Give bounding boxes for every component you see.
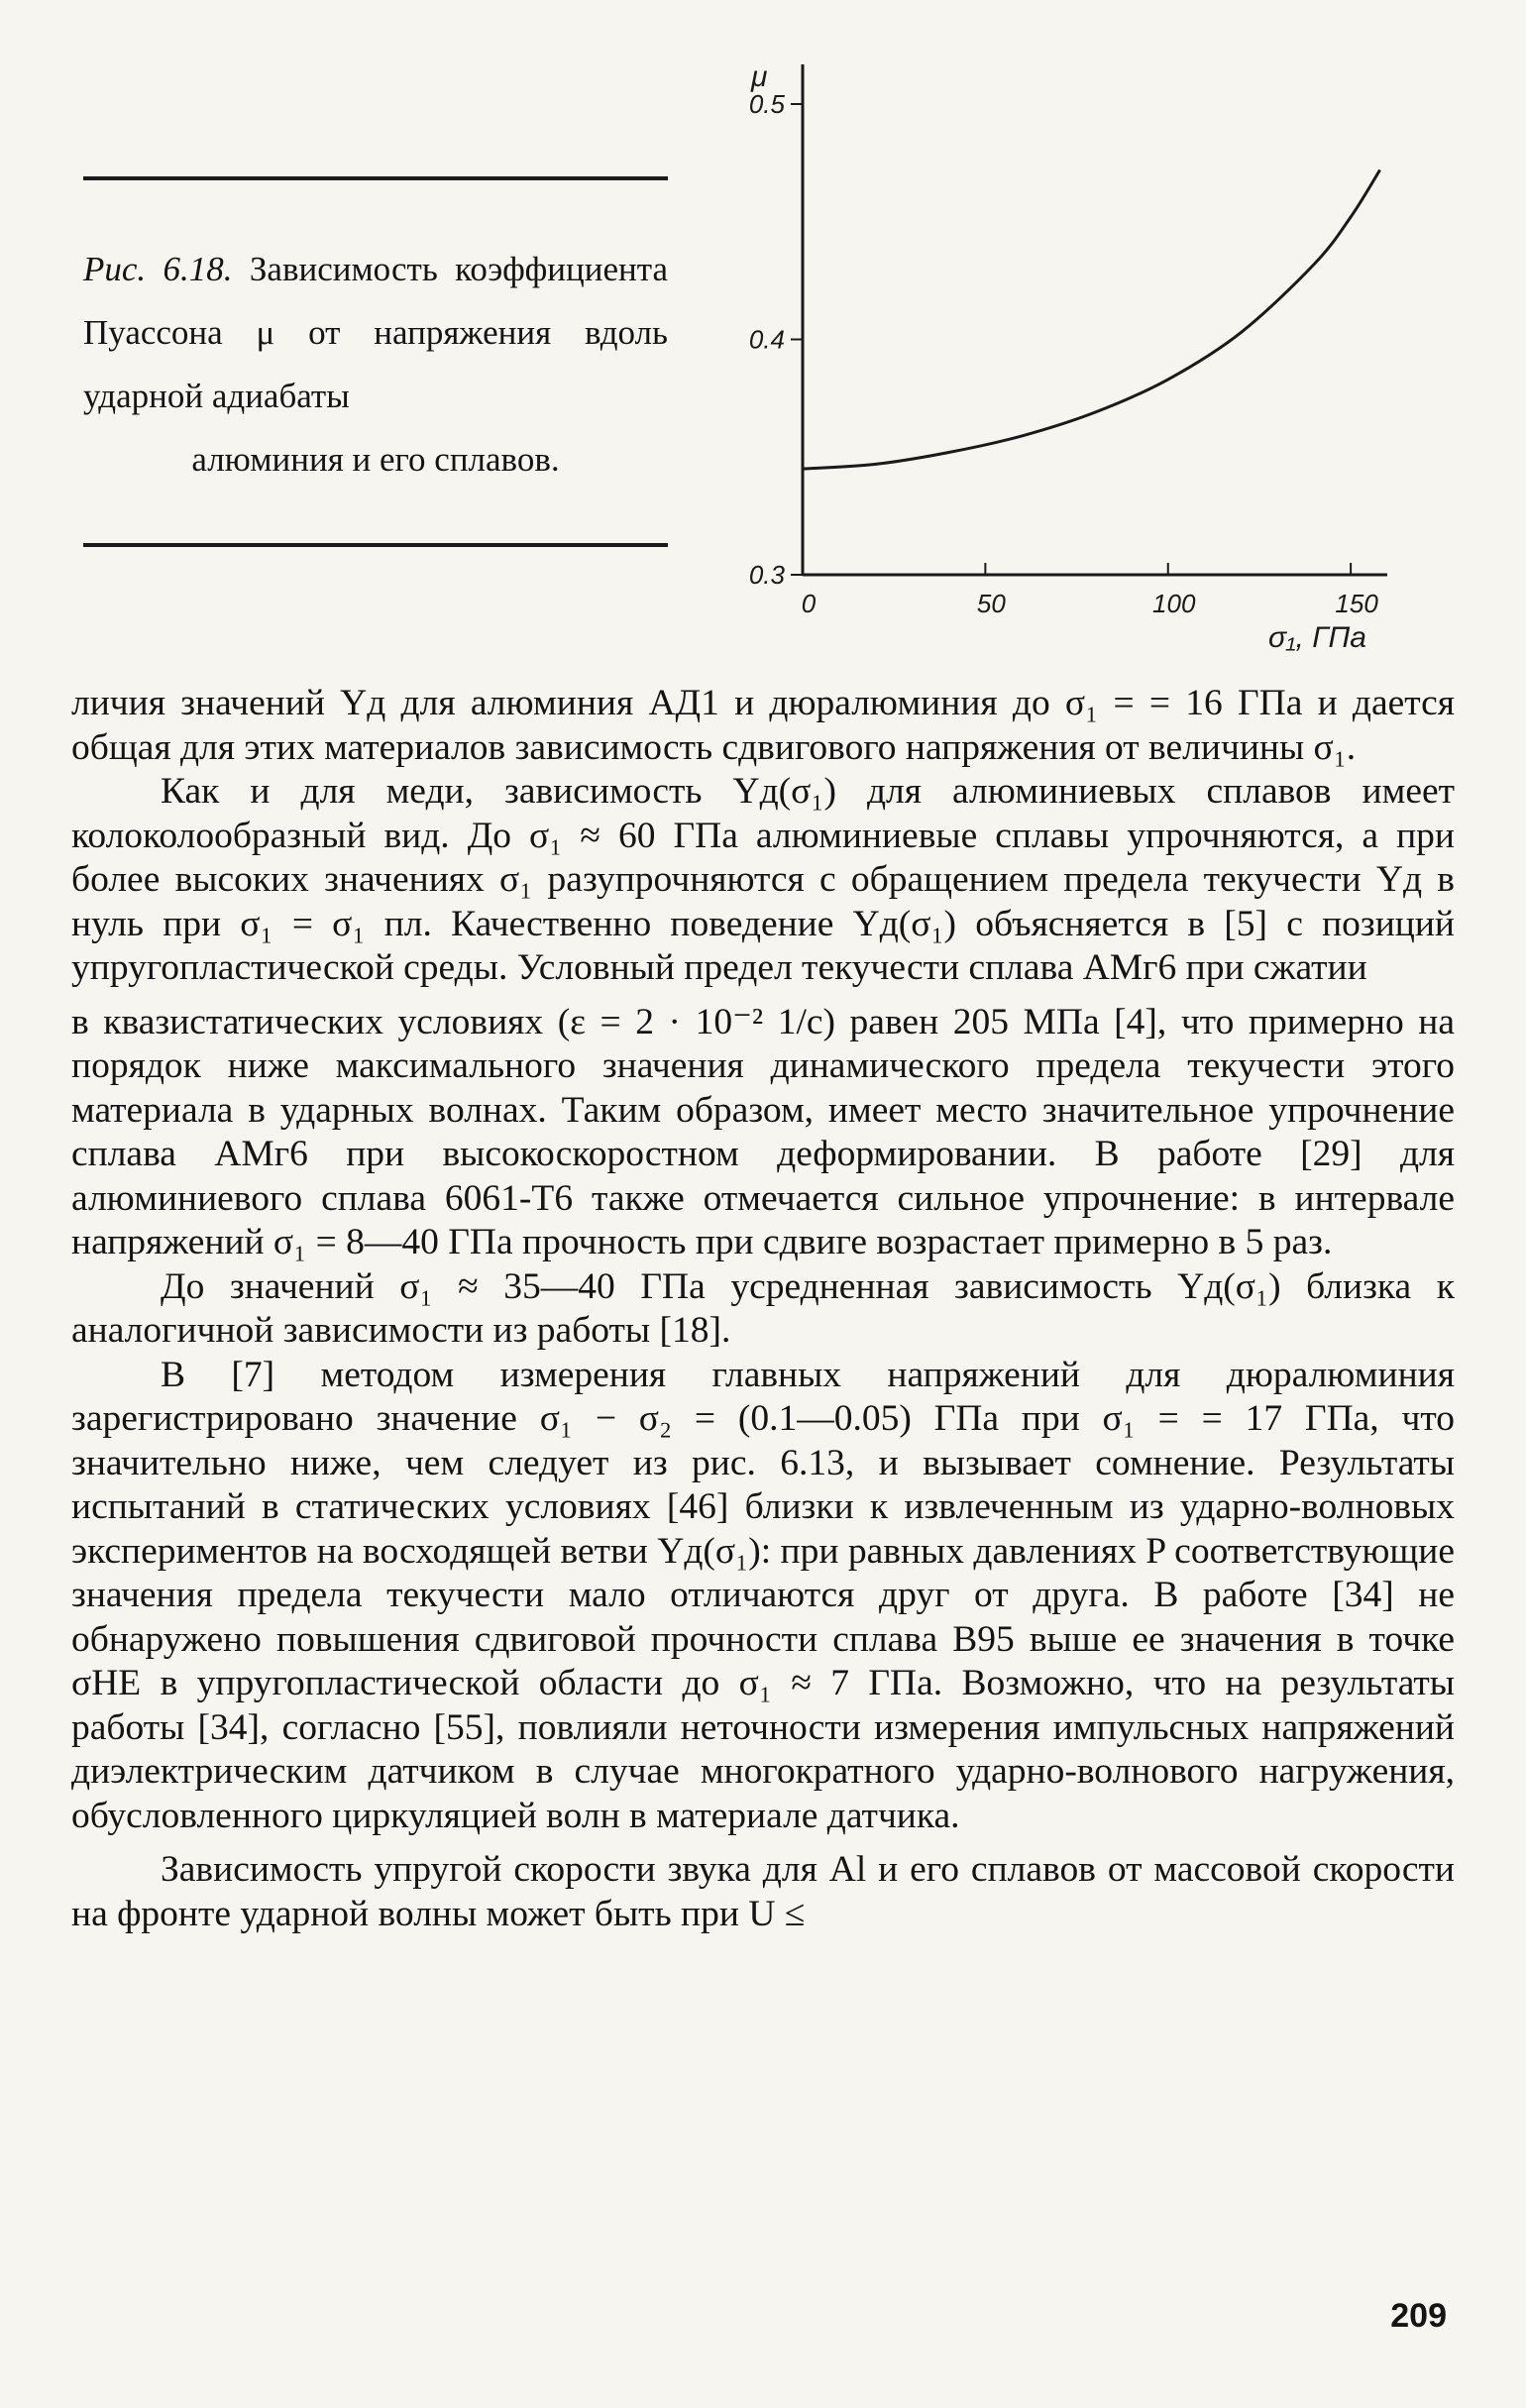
- chart-ticks: [749, 89, 1379, 618]
- caption-text: Зависимость коэффициента Пуассона μ от напряжения вдоль ударной адиабаты: [83, 250, 668, 415]
- caption-rule-bottom: [83, 543, 668, 547]
- y-tick-label: 0.3: [748, 560, 785, 590]
- paragraph-2: Как и для меди, зависимость Yд(σ₁) для алюминиевых сплавов имеет колоколообразный вид. До σ₁ ≈ 60 ГПа алюминиевые сплавы упрочняются, а при более высоких значениях σ₁ разупрочняются с обращением предела текучести Yд в нуль при σ₁ = σ₁ пл. Качественно поведение Yд(σ₁) объясняется в [5] с позиций упругопластической среды. Условный предел текучести сплава АМг6 при сжатии: [71, 771, 1455, 988]
- x-axis-label: σ₁, ГПа: [1268, 621, 1366, 654]
- paragraph-5: В [7] методом измерения главных напряжений для дюралюминия зарегистрировано значение σ₁ − σ₂ = (0.1—0.05) ГПа при σ₁ = = 17 ГПа, что значительно ниже, чем следует из рис. 6.13, и вызывает сомнение. Результаты испытаний в статических условиях [46] близки к извлеченным из ударно-волновых экспериментов на восходящей ветви Yд(σ₁): при равных давлениях P соответствующие значения предела текучести мало отличаются друг от друга. В работе [34] не обнаружено повышения сдвиговой прочности сплава В95 выше ее значения в точке σHE в упругопластической области до σ₁ ≈ 7 ГПа. Возможно, что на результаты работы [34], согласно [55], повлияли неточности измерения импульсных напряжений диэлектрическим датчиком в случае многократного ударно-волнового нагружения, обусловленного циркуляцией волн в материале датчика.: [71, 1354, 1455, 1836]
- x-tick-label: 100: [1152, 589, 1196, 618]
- x-tick-label: 150: [1335, 589, 1378, 618]
- paragraph-1: личия значений Yд для алюминия АД1 и дюралюминия до σ₁ = = 16 ГПа и дается общая для этих материалов зависимость сдвигового напряжения от величины σ₁.: [71, 683, 1455, 768]
- page-number: 209: [1390, 2297, 1447, 2335]
- caption-last-line: алюминия и его сплавов.: [191, 440, 560, 479]
- figure-caption: [83, 238, 668, 492]
- series-line: [803, 170, 1380, 470]
- caption-rule-top: [83, 176, 668, 180]
- chart-series: [803, 170, 1380, 470]
- x-tick-label: 0: [801, 589, 817, 618]
- body-text: [71, 682, 1455, 1936]
- chart-axes: [803, 64, 1387, 575]
- paragraph-4: До значений σ₁ ≈ 35—40 ГПа усредненная зависимость Yд(σ₁) близка к аналогичной зависимости из работы [18].: [71, 1265, 1455, 1351]
- y-tick-label: 0.4: [748, 324, 785, 355]
- y-tick-label: 0.5: [748, 89, 785, 119]
- y-axis-label: μ: [751, 60, 768, 93]
- figure-label: Рис. 6.18.: [83, 250, 233, 288]
- paragraph-6: Зависимость упругой скорости звука для Al и его сплавов от массовой скорости на фронте ударной волны может быть при U ≤: [71, 1849, 1455, 1934]
- x-tick-label: 50: [976, 589, 1006, 618]
- paragraph-3: в квазистатических условиях (ε = 2 · 10⁻² 1/с) равен 205 МПа [4], что примерно на порядок ниже максимального значения динамического предела текучести этого материала в ударных волнах. Таким образом, имеет место значительное упрочнение сплава АМг6 при высокоскоростном деформировании. В работе [29] для алюминиевого сплава 6061-Т6 также отмечается сильное упрочнение: в интервале напряжений σ₁ = 8—40 ГПа прочность при сдвиге возрастает примерно в 5 раз.: [71, 1001, 1455, 1262]
- poisson-ratio-chart: [713, 45, 1447, 669]
